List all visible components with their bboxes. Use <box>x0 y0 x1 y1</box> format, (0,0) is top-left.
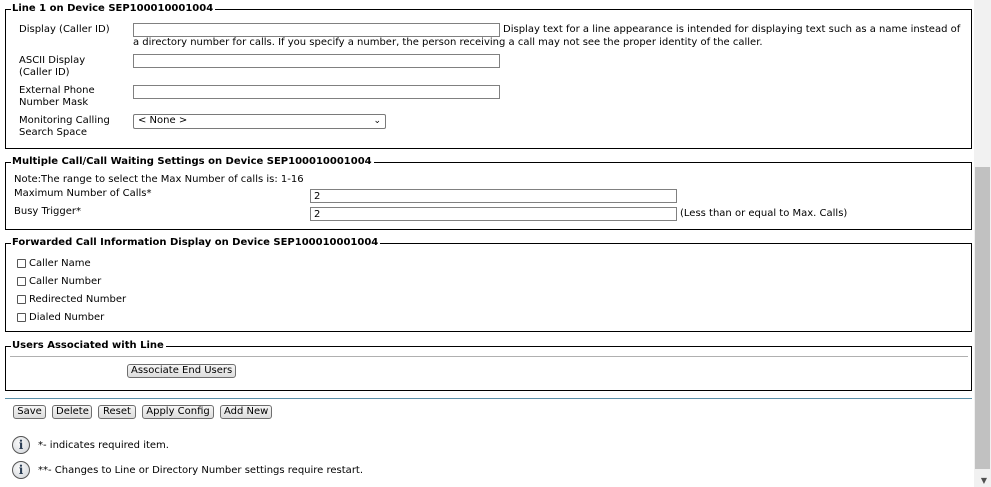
external-mask-label-1: External Phone <box>19 85 95 96</box>
vertical-scrollbar[interactable] <box>974 0 991 487</box>
caller-name-label: Caller Name <box>29 258 91 269</box>
range-note: Note:The range to select the Max Number of calls is: 1-16 <box>14 174 304 185</box>
action-separator <box>5 398 972 399</box>
delete-button[interactable]: Delete <box>52 405 92 419</box>
external-mask-label-2: Number Mask <box>19 97 89 108</box>
caller-name-checkbox[interactable] <box>17 259 26 268</box>
info-icon: i <box>12 461 30 479</box>
add-new-button[interactable]: Add New <box>220 405 272 419</box>
caller-number-label: Caller Number <box>29 276 102 287</box>
reset-button[interactable]: Reset <box>98 405 136 419</box>
ascii-display-label-2: (Caller ID) <box>19 67 70 78</box>
max-calls-input[interactable] <box>310 189 677 203</box>
save-button[interactable]: Save <box>13 405 46 419</box>
busy-trigger-label: Busy Trigger* <box>14 206 81 217</box>
display-caller-id-label: Display (Caller ID) <box>19 24 110 35</box>
display-help-text-2: a directory number for calls. If you specify a number, the person receiving a call may not see the proper identity of the caller. <box>133 37 763 48</box>
display-help-text-1: Display text for a line appearance is intended for displaying text such as a name instead of <box>503 24 961 35</box>
monitoring-css-selected-value: < None > <box>138 115 188 126</box>
dialed-number-label: Dialed Number <box>29 312 105 323</box>
max-calls-label: Maximum Number of Calls* <box>14 188 152 199</box>
redirected-number-label: Redirected Number <box>29 294 127 305</box>
forwarded-legend: Forwarded Call Information Display on Device SEP100010001004 <box>12 237 379 248</box>
call-waiting-legend: Multiple Call/Call Waiting Settings on Device SEP100010001004 <box>12 156 372 167</box>
display-caller-id-input[interactable] <box>133 23 500 37</box>
users-divider <box>10 356 968 357</box>
users-legend: Users Associated with Line <box>12 340 164 351</box>
apply-config-button[interactable]: Apply Config <box>142 405 214 419</box>
caller-number-checkbox[interactable] <box>17 277 26 286</box>
ascii-display-input[interactable] <box>133 54 500 68</box>
info-icon: i <box>12 436 30 454</box>
redirected-number-checkbox[interactable] <box>17 295 26 304</box>
chevron-down-icon: ⌄ <box>373 116 381 126</box>
monitoring-css-select[interactable] <box>133 114 386 129</box>
scrollbar-thumb[interactable] <box>975 167 990 469</box>
external-mask-input[interactable] <box>133 85 500 99</box>
ascii-display-label-1: ASCII Display <box>19 55 86 66</box>
monitoring-css-label-1: Monitoring Calling <box>19 115 110 126</box>
associate-end-users-button[interactable]: Associate End Users <box>127 364 236 378</box>
dialed-number-checkbox[interactable] <box>17 313 26 322</box>
busy-trigger-input[interactable] <box>310 207 677 221</box>
required-footnote: *- indicates required item. <box>38 440 169 451</box>
restart-footnote: **- Changes to Line or Directory Number settings require restart. <box>38 465 364 476</box>
monitoring-css-label-2: Search Space <box>19 127 88 138</box>
scroll-down-icon[interactable]: ▼ <box>980 476 987 485</box>
busy-trigger-hint: (Less than or equal to Max. Calls) <box>680 208 848 219</box>
forwarded-fieldset <box>5 237 972 332</box>
line-legend: Line 1 on Device SEP100010001004 <box>12 3 214 14</box>
